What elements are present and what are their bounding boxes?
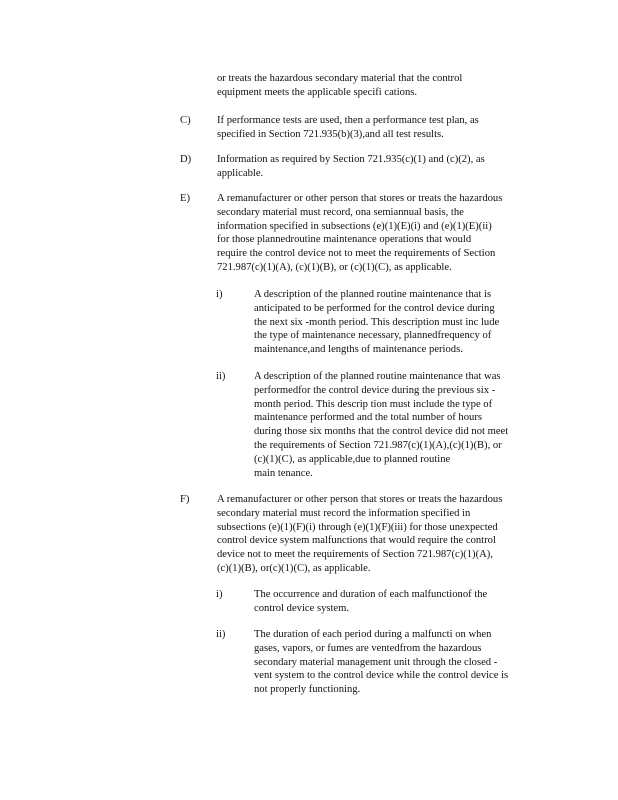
item-label: i) [216,289,223,300]
text-line: maintenance,and lengths of maintenance periods. [254,344,463,356]
text-line: not properly functioning. [254,684,361,696]
item-label: C) [180,115,191,126]
text-line: maintenance performed and the total number of hours [254,412,482,424]
paragraph-text [217,192,537,275]
text-line: (c)(1)(B), or(c)(1)(C), as applicable. [217,562,371,574]
text-line: gases, vapors, or fumes are ventedfrom the hazardous [254,642,482,654]
text-line: information specified in subsections (e)(1)(E)(i) and (e)(1)(E)(ii) [217,220,492,232]
text-line: or treats the hazardous secondary material that the control [217,73,463,84]
text-line: The occurrence and duration of each malfunctionof the [254,589,488,600]
text-line: (c)(1)(C), as applicable,due to planned routine [254,453,451,465]
text-line: applicable. [217,167,264,179]
text-line: for those plannedroutine maintenance operations that would [217,234,472,246]
text-line: If performance tests are used, then a performance test plan, as [217,115,479,126]
paragraph-text [254,588,539,616]
paragraph-text [217,72,537,100]
paragraph-text [254,288,539,357]
item-label: D) [180,154,192,165]
item-label: ii) [216,371,226,382]
text-line: require the control device not to meet the requirements of Section [217,248,496,260]
item-label: i) [216,589,223,600]
item-label: E) [180,193,190,204]
text-line: the type of maintenance necessary, plannedfrequency of [254,330,492,342]
paragraph-text [254,370,539,480]
text-line: vent system to the control device while the control device is [254,670,509,682]
text-line: Information as required by Section 721.935(c)(1) and (c)(2), as [217,154,485,165]
text-line: The duration of each period during a malfuncti on when [254,629,492,640]
paragraph-text [217,153,537,181]
text-line: the next six -month period. This description must inc lude [254,316,500,328]
text-line: A description of the planned routine maintenance that is [254,289,492,300]
text-line: equipment meets the applicable specifi cations. [217,86,418,98]
paragraph-text [254,628,539,697]
text-line: secondary material management unit through the closed - [254,656,498,668]
text-line: performedfor the control device during the previous six - [254,384,496,396]
text-line: A remanufacturer or other person that stores or treats the hazardous [217,494,503,505]
text-line: 721.987(c)(1)(A), (c)(1)(B), or (c)(1)(C), as applicable. [217,261,452,273]
text-line: subsections (e)(1)(F)(i) through (e)(1)(F)(iii) for those unexpected [217,521,498,533]
text-line: control device system malfunctions that would require the control [217,535,496,547]
text-line: month period. This descrip tion must include the type of [254,398,493,410]
text-line: A remanufacturer or other person that stores or treats the hazardous [217,193,503,204]
text-line: secondary material must record, ona semiannual basis, the [217,206,464,218]
text-line: specified in Section 721.935(b)(3),and all test results. [217,128,444,140]
text-line: control device system. [254,602,350,614]
item-label: F) [180,494,190,505]
text-line: A description of the planned routine maintenance that was [254,371,501,382]
text-line: main tenance. [254,467,313,479]
text-line: secondary material must record the information specified in [217,507,471,519]
paragraph-text [217,114,537,142]
text-line: anticipated to be performed for the control device during [254,302,495,314]
text-line: device not to meet the requirements of Section 721.987(c)(1)(A), [217,549,493,561]
paragraph-text [217,493,537,576]
item-label: ii) [216,629,226,640]
text-line: during those six months that the control device did not meet [254,426,509,438]
text-line: the requirements of Section 721.987(c)(1)(A),(c)(1)(B), or [254,439,502,451]
